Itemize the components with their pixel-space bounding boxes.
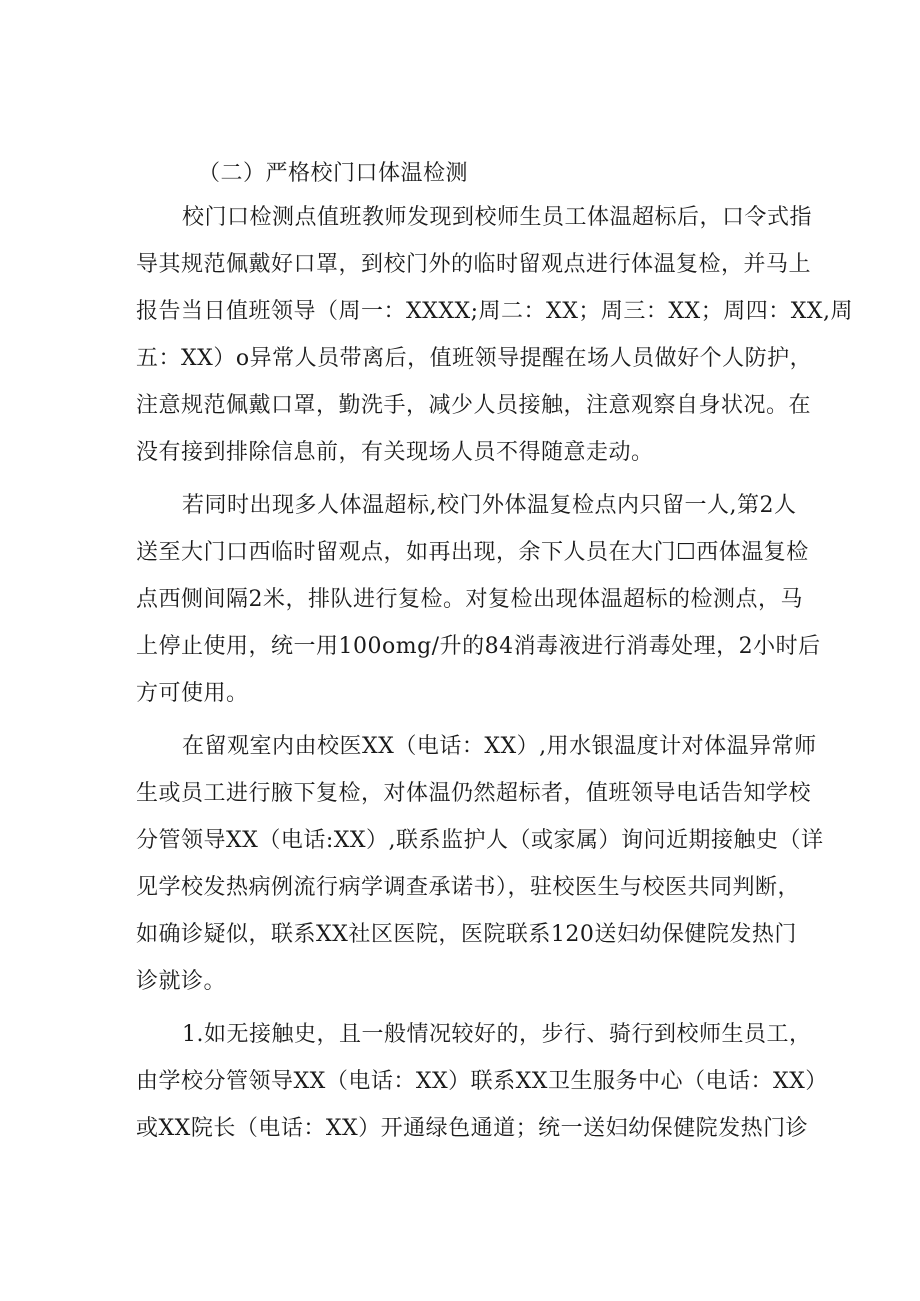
paragraph-3-line-5: 如确诊疑似，联系XX社区医院，医院联系120送妇幼保健院发热门	[136, 922, 797, 947]
paragraph-3-line-4: 见学校发热病例流行病学调查承诺书），驻校医生与校医共同判断，	[136, 875, 801, 900]
section-heading: （二）严格校门口体温检测	[198, 161, 469, 186]
paragraph-1-line-5: 注意规范佩戴口罩，勤洗手，减少人员接触，注意观察自身状况。在	[136, 393, 812, 418]
paragraph-3-line-6: 诊就诊。	[136, 969, 227, 994]
paragraph-1-line-6: 没有接到排除信息前，有关现场人员不得随意走动。	[136, 440, 654, 465]
paragraph-2-line-2: 送至大门口西临时留观点，如再出现，余下人员在大门☐西体温复检	[136, 540, 809, 565]
paragraph-4-line-2: 由学校分管领导XX（电话：XX）联系XX卫生服务中心（电话：XX）	[136, 1069, 828, 1094]
paragraph-1-line-4: 五：XX）o异常人员带离后，值班领导提醒在场人员做好个人防护，	[136, 346, 813, 371]
paragraph-3-line-2: 生或员工进行腋下复检，对体温仍然超标者，值班领导电话告知学校	[136, 781, 812, 806]
paragraph-4-line-3: 或XX院长（电话：XX）开通绿色通道；统一送妇幼保健院发热门诊	[136, 1116, 809, 1141]
paragraph-2-line-3: 点西侧间隔2米，排队进行复检。对复检出现体温超标的检测点，马	[136, 587, 803, 612]
paragraph-4-line-1: 1.如无接触史，且一般情况较好的，步行、骑行到校师生员工，	[182, 1022, 812, 1047]
paragraph-2-line-4: 上停止使用，统一用100omg/升的84消毒液进行消毒处理，2小时后	[136, 634, 821, 659]
paragraph-1-line-3: 报告当日值班领导（周一：XXXX;周二：XX；周三：XX；周四：XX,周	[136, 299, 854, 324]
paragraph-3-line-3: 分管领导XX（电话:XX）,联系监护人（或家属）询问近期接触史（详	[136, 828, 824, 853]
paragraph-1-line-1: 校门口检测点值班教师发现到校师生员工体温超标后，口令式指	[182, 205, 813, 230]
paragraph-3-line-1: 在留观室内由校医XX（电话：XX）,用水银温度计对体温异常师	[182, 734, 817, 759]
paragraph-1-line-2: 导其规范佩戴好口罩，到校门外的临时留观点进行体温复检，并马上	[136, 252, 812, 277]
paragraph-2-line-1: 若同时出现多人体温超标,校门外体温复检点内只留一人,第2人	[182, 493, 797, 518]
paragraph-2-line-5: 方可使用。	[136, 681, 249, 706]
